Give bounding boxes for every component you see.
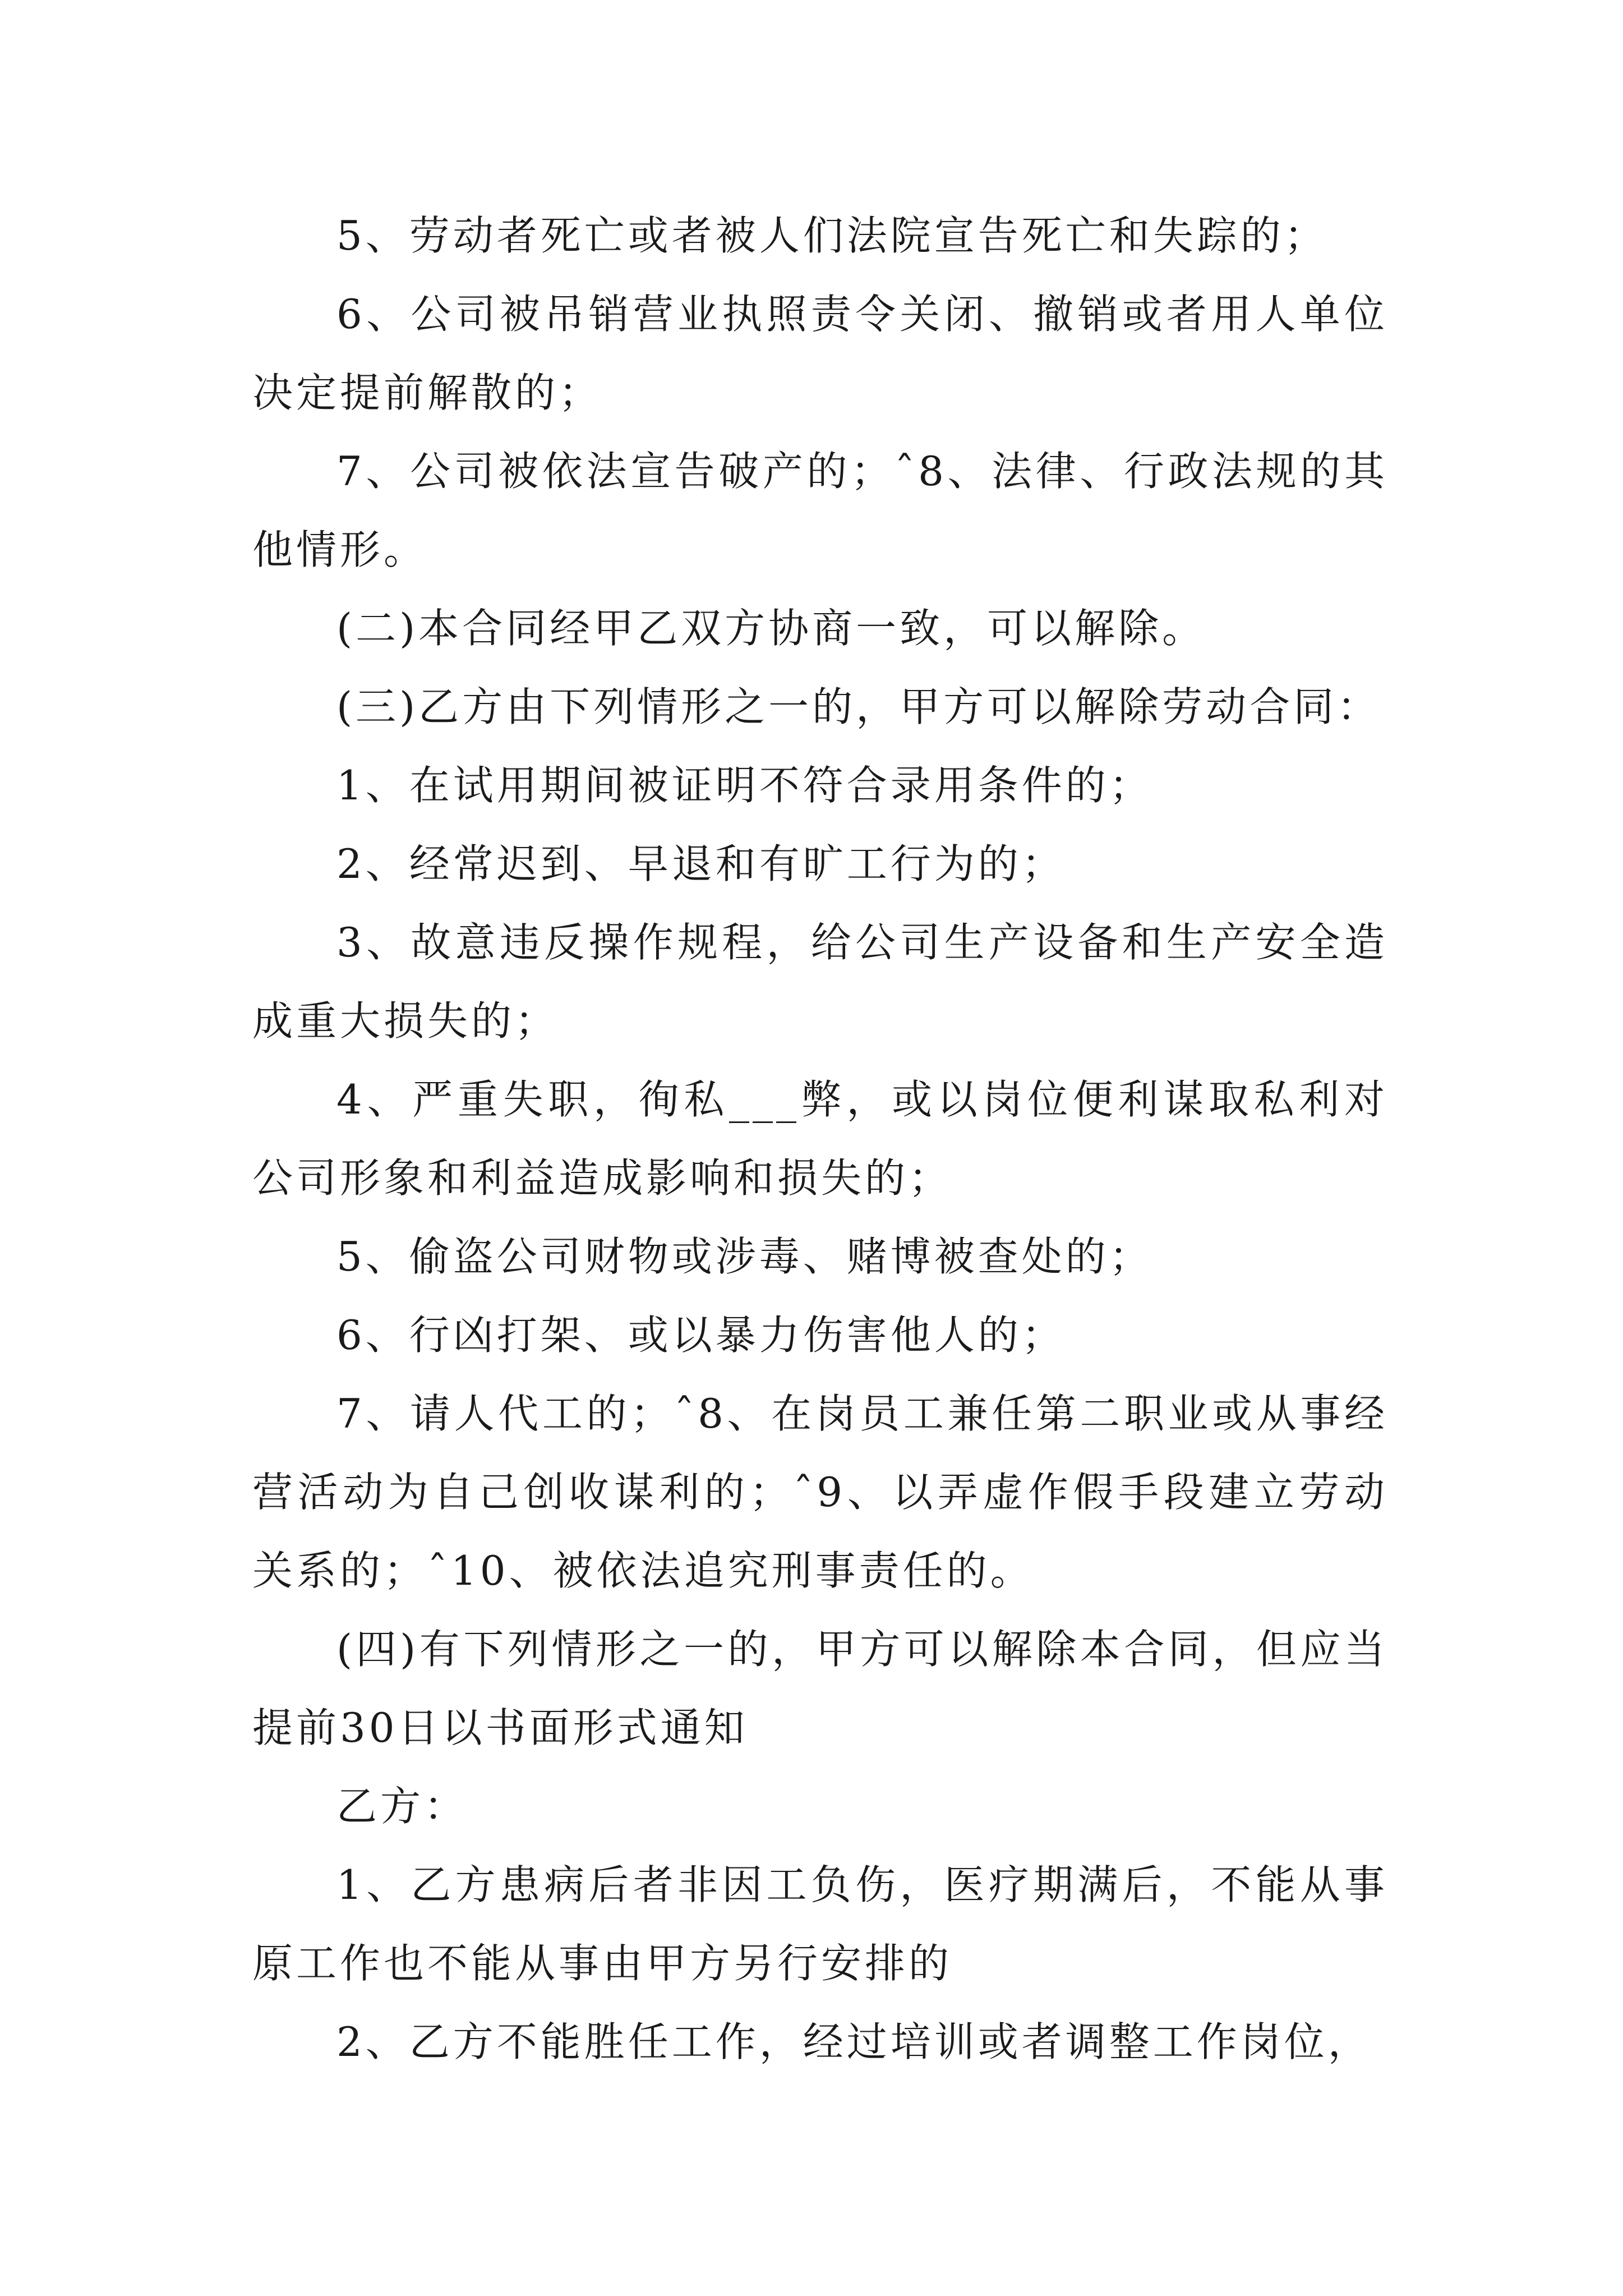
clause-paragraph: 3、故意违反操作规程，给公司生产设备和生产安全造成重大损失的； bbox=[252, 919, 1388, 1045]
clause-paragraph: 4、严重失职，徇私___弊，或以岗位便利谋取私利对公司形象和利益造成影响和损失的； bbox=[252, 1076, 1388, 1202]
clause-paragraph: (二)本合同经甲乙双方协商一致，可以解除。 bbox=[336, 605, 1206, 652]
clause-paragraph: (四)有下列情形之一的，甲方可以解除本合同，但应当提前30日以书面形式通知 bbox=[252, 1626, 1388, 1751]
clause-paragraph: 5、偷盗公司财物或涉毒、赌博被查处的； bbox=[336, 1233, 1153, 1280]
clause-paragraph: 乙方： bbox=[336, 1783, 468, 1830]
clause-paragraph: 2、经常迟到、早退和有旷工行为的； bbox=[336, 840, 1066, 887]
clause-paragraph: 1、乙方患病后者非因工负伤，医疗期满后，不能从事原工作也不能从事由甲方另行安排的 bbox=[252, 1861, 1388, 1987]
clause-paragraph: 6、行凶打架、或以暴力伤害他人的； bbox=[336, 1312, 1066, 1359]
clause-paragraph: 1、在试用期间被证明不符合录用条件的； bbox=[336, 762, 1153, 809]
clause-paragraph: 7、公司被依法宣告破产的；ˆ8、法律、行政法规的其他情形。 bbox=[252, 448, 1388, 573]
clause-paragraph: (三)乙方由下列情形之一的，甲方可以解除劳动合同： bbox=[336, 683, 1381, 730]
clause-paragraph: 6、公司被吊销营业执照责令关闭、撤销或者用人单位决定提前解散的； bbox=[252, 291, 1388, 416]
clause-paragraph: 5、劳动者死亡或者被人们法院宣告死亡和失踪的； bbox=[336, 212, 1328, 259]
clause-paragraph: 7、请人代工的；ˆ8、在岗员工兼任第二职业或从事经营活动为自己创收谋利的；ˆ9、以弄虚作假手段建立劳动关系的；ˆ10、被依法追究刑事责任的。 bbox=[252, 1390, 1388, 1594]
clause-paragraph: 2、乙方不能胜任工作，经过培训或者调整工作岗位， bbox=[336, 2018, 1372, 2065]
document-body bbox=[252, 196, 1388, 2081]
